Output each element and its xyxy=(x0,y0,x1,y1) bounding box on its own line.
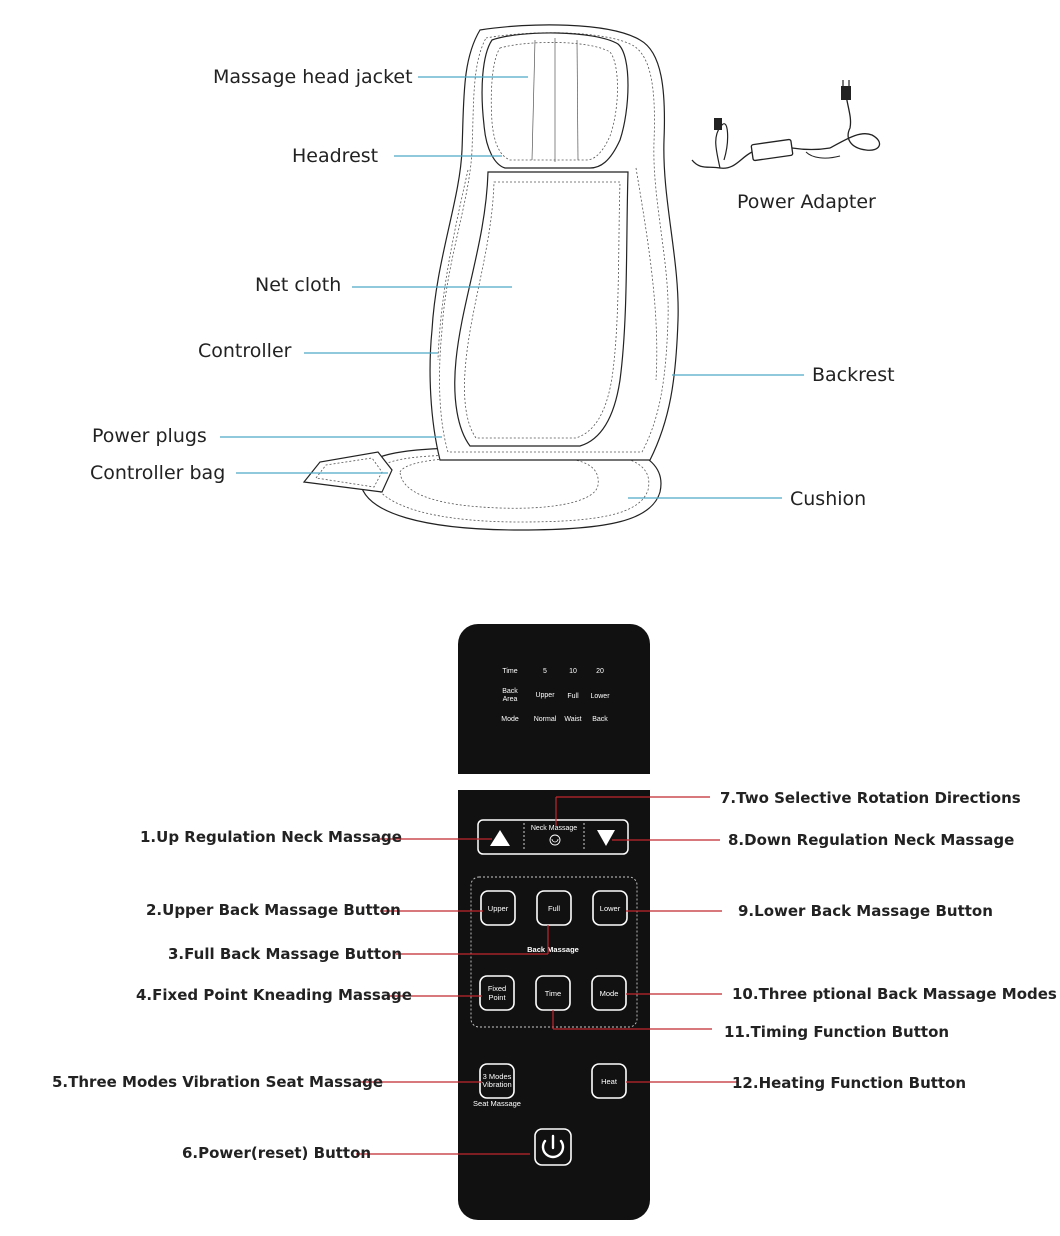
lower-button-label: Lower xyxy=(599,904,621,913)
callout-11: 11.Timing Function Button xyxy=(724,1023,950,1041)
callout-12: 12.Heating Function Button xyxy=(732,1074,967,1092)
label-headrest: Headrest xyxy=(292,145,379,167)
label-net-cloth: Net cloth xyxy=(255,274,342,296)
display-back-full: Full xyxy=(567,693,579,700)
callout-5: 5.Three Modes Vibration Seat Massage xyxy=(52,1073,383,1091)
power-button[interactable] xyxy=(535,1129,571,1165)
display-mode-normal: Normal xyxy=(533,716,557,723)
full-button[interactable] xyxy=(537,891,571,925)
callout-3: 3.Full Back Massage Button xyxy=(168,945,403,963)
mode-button-label: Mode xyxy=(599,989,619,998)
label-power-plugs: Power plugs xyxy=(92,425,207,447)
label-backrest: Backrest xyxy=(812,364,895,386)
time-button[interactable] xyxy=(536,976,570,1010)
label-cushion: Cushion xyxy=(790,488,867,510)
full-button-label: Full xyxy=(547,904,561,913)
controller-bag-shape xyxy=(304,452,392,492)
callout-7: 7.Two Selective Rotation Directions xyxy=(720,789,1021,807)
fixed-point-button[interactable] xyxy=(480,976,514,1010)
callout-6: 6.Power(reset) Button xyxy=(182,1144,372,1162)
heat-button-label: Heat xyxy=(601,1077,617,1086)
heat-button[interactable] xyxy=(592,1064,626,1098)
time-button-label: Time xyxy=(544,989,562,998)
upper-button-label: Upper xyxy=(487,904,509,913)
label-power-adapter: Power Adapter xyxy=(737,191,876,213)
label-controller-bag: Controller bag xyxy=(90,462,226,484)
callout-10: 10.Three ptional Back Massage Modes xyxy=(732,985,1057,1003)
display-back-lower: Lower xyxy=(590,693,610,700)
label-massage-head-jacket: Massage head jacket xyxy=(213,66,413,88)
callout-2: 2.Upper Back Massage Button xyxy=(146,901,401,919)
display-back-label-1: Back xyxy=(502,688,518,695)
display-time-10: 10 xyxy=(569,668,577,675)
display-time-label: Time xyxy=(502,668,518,675)
upper-button[interactable] xyxy=(481,891,515,925)
callout-4: 4.Fixed Point Kneading Massage xyxy=(136,986,412,1004)
seat-massage-label: Seat Massage xyxy=(473,1099,521,1108)
callout-8: 8.Down Regulation Neck Massage xyxy=(728,831,1015,849)
vibration-label-2: Vibration xyxy=(482,1080,512,1089)
massage-seat-illustration xyxy=(304,25,678,530)
fixed-point-label-1: Fixed xyxy=(487,984,507,993)
back-massage-label: Back Massage xyxy=(527,945,579,954)
neck-massage-label: Neck Massage xyxy=(530,825,578,832)
mode-button[interactable] xyxy=(592,976,626,1010)
display-time-20: 20 xyxy=(596,668,604,675)
display-mode-back: Back xyxy=(592,716,608,723)
label-controller: Controller xyxy=(198,340,292,362)
display-back-label-2: Area xyxy=(502,696,518,703)
controller-remote xyxy=(458,624,650,1220)
callout-1: 1.Up Regulation Neck Massage xyxy=(140,828,402,846)
vibration-button[interactable] xyxy=(480,1064,514,1098)
display-back-upper: Upper xyxy=(535,692,555,699)
vibration-label-1: 3 Modes xyxy=(482,1072,512,1081)
callout-9: 9.Lower Back Massage Button xyxy=(738,902,993,920)
display-mode-waist: Waist xyxy=(564,716,582,723)
lower-button[interactable] xyxy=(593,891,627,925)
display-mode-label: Mode xyxy=(501,716,519,723)
power-adapter-illustration xyxy=(692,80,880,168)
fixed-point-label-2: Point xyxy=(488,993,506,1002)
display-time-5: 5 xyxy=(543,668,547,675)
